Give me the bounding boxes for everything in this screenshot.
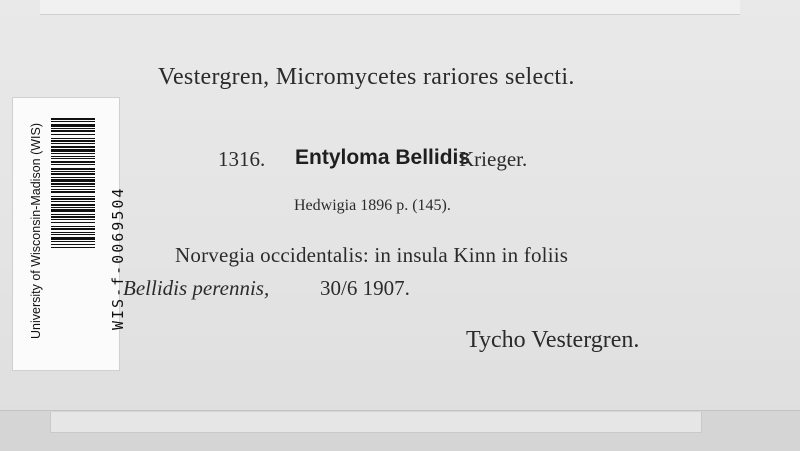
host-name: Bellidis perennis, [123, 276, 270, 300]
top-paper-edge [40, 0, 740, 15]
series-title: Vestergren, Micromycetes rariores selecti. [158, 64, 575, 90]
barcode-id: WIS-f-0069504 [109, 186, 127, 330]
literature-citation: Hedwigia 1896 p. (145). [294, 197, 451, 214]
species-name: Entyloma Bellidis [295, 146, 471, 169]
collector-name: Tycho Vestergren. [466, 327, 640, 353]
species-author: Krieger. [459, 147, 528, 171]
collection-date: 30/6 1907. [320, 276, 410, 300]
lower-card-edge [50, 412, 702, 433]
exsiccata-number: 1316. [218, 147, 266, 171]
locality-text: Norvegia occidentalis: in insula Kinn in foliis [175, 243, 569, 267]
barcode-label [12, 97, 127, 371]
barcode-icon [51, 118, 95, 350]
institution-name: University of Wisconsin-Madison (WIS) [29, 123, 43, 340]
